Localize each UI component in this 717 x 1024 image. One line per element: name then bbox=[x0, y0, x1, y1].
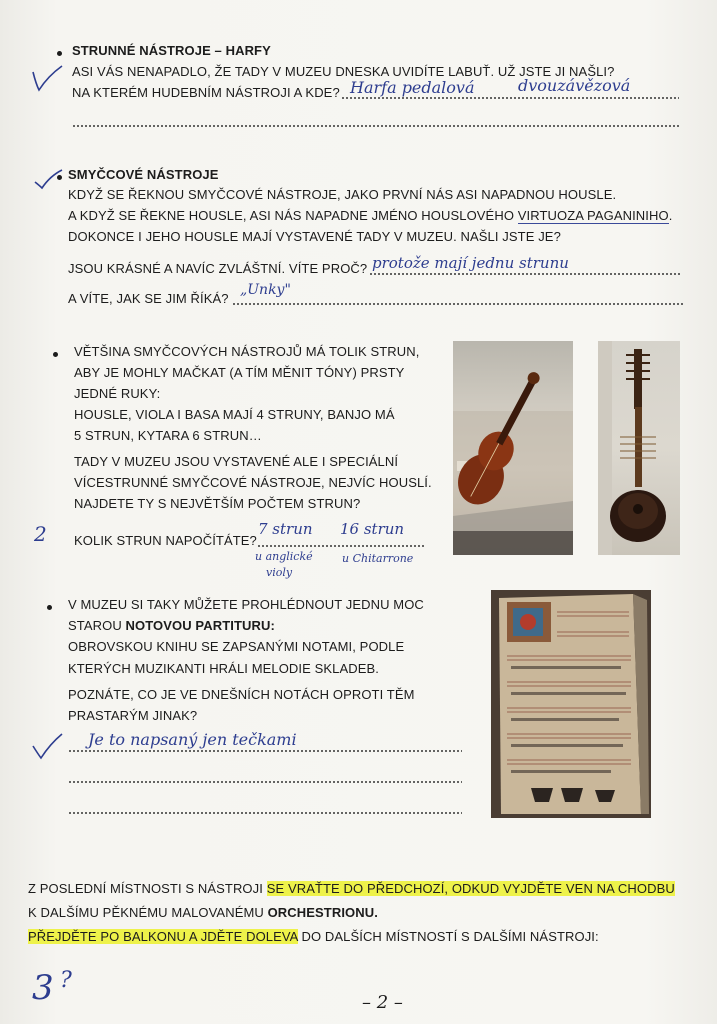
text-line: KTERÝCH MUZIKANTI HRÁLI MELODIE SKLADEB. bbox=[68, 661, 380, 676]
checkmark-icon bbox=[30, 732, 64, 762]
text-line: OBROVSKOU KNIHU SE ZAPSANÝMI NOTAMI, PODLE bbox=[68, 639, 405, 654]
text-part: STAROU bbox=[68, 618, 126, 633]
underlined-text: VIRTUOZA PAGANINIHO bbox=[517, 208, 669, 223]
text-line: PRASTARÝM JINAK? bbox=[68, 708, 198, 723]
answer-line bbox=[72, 125, 679, 127]
chitarrone-photo bbox=[598, 341, 680, 555]
bullet bbox=[47, 605, 52, 610]
directions-line bbox=[28, 878, 675, 899]
text-line bbox=[68, 205, 672, 226]
section-heading-harps: STRUNNÉ NÁSTROJE – HARFY bbox=[72, 43, 271, 58]
bullet bbox=[57, 175, 62, 180]
page-number: – 2 – bbox=[362, 992, 403, 1013]
text-line: NAJDETE TY S NEJVĚTŠÍM POČTEM STRUN? bbox=[74, 496, 361, 511]
text-line bbox=[68, 615, 275, 636]
handwritten-answer: dvouzávězová bbox=[518, 76, 631, 95]
text-part: Z POSLEDNÍ MÍSTNOSTI S NÁSTROJI bbox=[28, 881, 267, 896]
text-line: V MUZEU SI TAKY MŮŽETE PROHLÉDNOUT JEDNU MOC bbox=[68, 597, 424, 612]
handwritten-answer: protože mají jednu strunu bbox=[372, 254, 569, 272]
checkmark-icon bbox=[32, 168, 64, 192]
viola-photo bbox=[453, 341, 573, 555]
text-line: POZNÁTE, CO JE VE DNEŠNÍCH NOTÁCH OPROTI TĚM bbox=[68, 687, 415, 702]
manuscript-illustration bbox=[491, 590, 651, 818]
manuscript-photo bbox=[491, 590, 651, 818]
bold-text: NOTOVOU PARTITURU: bbox=[125, 618, 275, 633]
highlighted-text: PŘEJDĚTE PO BALKONU A JDĚTE DOLEVA bbox=[28, 929, 298, 944]
margin-mark-question: ? bbox=[60, 968, 72, 993]
checkmark-icon bbox=[30, 64, 64, 94]
text-part: . bbox=[668, 208, 673, 223]
question: KOLIK STRUN NAPOČÍTÁTE? bbox=[74, 533, 257, 548]
margin-mark-3: 3 bbox=[32, 968, 54, 1008]
question: JSOU KRÁSNÉ A NAVÍC ZVLÁŠTNÍ. VÍTE PROČ? bbox=[68, 261, 368, 276]
text-line: 5 STRUN, KYTARA 6 STRUN… bbox=[74, 428, 262, 443]
handwritten-answer: Harfa pedalová bbox=[350, 78, 475, 97]
text-line: KDYŽ SE ŘEKNOU SMYČCOVÉ NÁSTROJE, JAKO PRVNÍ NÁS ASI NAPADNOU HOUSLE. bbox=[68, 187, 617, 202]
text-line: HOUSLE, VIOLA I BASA MAJÍ 4 STRUNY, BANJO MÁ bbox=[74, 407, 395, 422]
viola-illustration bbox=[453, 341, 573, 555]
chitarrone-illustration bbox=[598, 341, 680, 555]
text-line: TADY V MUZEU JSOU VYSTAVENÉ ALE I SPECIÁLNÍ bbox=[74, 454, 399, 469]
text-line: VÍCESTRUNNÉ SMYČCOVÉ NÁSTROJE, NEJVÍC HOUSLÍ. bbox=[74, 475, 432, 490]
text-line: DOKONCE I JEHO HOUSLE MAJÍ VYSTAVENÉ TADY V MUZEU. NAŠLI JSTE JE? bbox=[68, 229, 561, 244]
bullet bbox=[57, 51, 62, 56]
bullet bbox=[53, 352, 58, 357]
text-part: DO DALŠÍCH MÍSTNOSTÍ S DALŠÍMI NÁSTROJI: bbox=[297, 929, 599, 944]
directions-line bbox=[28, 902, 378, 923]
handwritten-note: u Chitarrone bbox=[342, 552, 414, 565]
answer-line bbox=[341, 97, 679, 99]
handwritten-note: u anglické bbox=[255, 550, 313, 563]
bold-text: ORCHESTRIONU. bbox=[267, 905, 378, 920]
answer-line bbox=[257, 545, 425, 547]
text-line: ASI VÁS NENAPADLO, ŽE TADY V MUZEU DNESKA UVIDÍTE LABUŤ. UŽ JSTE JI NAŠLI? bbox=[72, 64, 615, 79]
text-line: JEDNÉ RUKY: bbox=[74, 386, 161, 401]
text-line: ABY JE MOHLY MAČKAT (A TÍM MĚNIT TÓNY) PRSTY bbox=[74, 365, 405, 380]
answer-line bbox=[68, 812, 462, 814]
text-line: NA KTERÉM HUDEBNÍM NÁSTROJI A KDE? bbox=[72, 85, 340, 100]
handwritten-answer: „Unky" bbox=[240, 282, 291, 298]
handwritten-answer: Je to napsaný jen tečkami bbox=[88, 730, 297, 749]
directions-line bbox=[28, 926, 599, 947]
handwritten-note: violy bbox=[266, 566, 293, 579]
margin-mark-2: 2 bbox=[34, 522, 47, 546]
text-part: K DALŠÍMU PĚKNÉMU MALOVANÉMU bbox=[28, 905, 268, 920]
question: A VÍTE, JAK SE JIM ŘÍKÁ? bbox=[68, 291, 229, 306]
answer-line bbox=[68, 750, 462, 752]
handwritten-answer: 7 strun bbox=[258, 520, 313, 538]
highlighted-text: SE VRAŤTE DO PŘEDCHOZÍ, ODKUD VYJDĚTE VEN NA CHODBU bbox=[266, 881, 675, 896]
text-line: VĚTŠINA SMYČCOVÝCH NÁSTROJŮ MÁ TOLIK STRUN, bbox=[74, 344, 420, 359]
handwritten-answer: 16 strun bbox=[340, 520, 405, 538]
answer-line bbox=[369, 273, 681, 275]
text-part: A KDYŽ SE ŘEKNE HOUSLE, ASI NÁS NAPADNE JMÉNO HOUSLOVÉHO bbox=[68, 208, 518, 223]
answer-line bbox=[232, 303, 684, 305]
section-heading-bowed: SMYČCOVÉ NÁSTROJE bbox=[68, 167, 219, 182]
answer-line bbox=[68, 781, 462, 783]
